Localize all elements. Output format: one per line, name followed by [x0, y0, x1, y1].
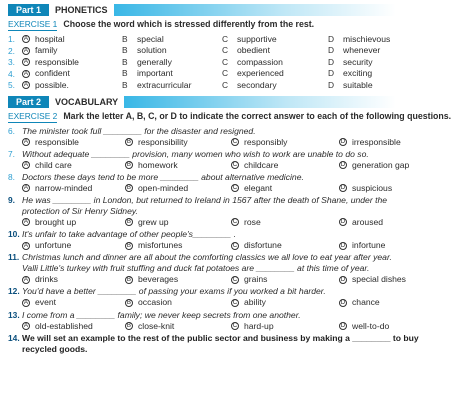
- answer-option-c[interactable]: [231, 217, 339, 228]
- option-text: confident: [35, 68, 70, 79]
- answer-option-d[interactable]: [339, 137, 401, 148]
- question-line: We will set an example to the rest of the public sector and business by making a ________ to buy: [22, 332, 419, 343]
- answer-option-c[interactable]: [231, 183, 339, 194]
- option-letter: A: [23, 184, 29, 192]
- option-text: aroused: [352, 217, 384, 228]
- answer-options: [8, 274, 406, 286]
- question-text: [22, 310, 396, 321]
- answer-option-a[interactable]: [22, 274, 125, 285]
- option-text: unfortune: [35, 240, 72, 251]
- answer-option-c[interactable]: [222, 45, 328, 56]
- answer-option-b[interactable]: [122, 34, 222, 45]
- option-text: suspicious: [352, 183, 393, 194]
- question-line: You'd have a better ________ of passing your exams if you worked a bit harder.: [22, 286, 326, 297]
- phonetics-row: [8, 57, 396, 69]
- option-text: special: [137, 33, 164, 44]
- answer-option-c[interactable]: [222, 34, 328, 45]
- answer-option-a[interactable]: [22, 297, 125, 308]
- option-text: ability: [244, 297, 266, 308]
- answer-option-a[interactable]: [22, 240, 125, 251]
- question-stem: [8, 332, 419, 354]
- option-text: narrow-minded: [35, 183, 93, 194]
- question-number: 10.: [8, 229, 20, 240]
- question-number: 9.: [8, 195, 15, 206]
- question-text: [22, 126, 396, 137]
- answer-option-b[interactable]: [125, 274, 231, 285]
- answer-options: [8, 183, 396, 195]
- answer-option-d[interactable]: [339, 160, 409, 171]
- question-number: 2.: [8, 45, 15, 56]
- exercise1-rows: [8, 34, 396, 92]
- answer-option-d[interactable]: [328, 68, 396, 79]
- option-text: possible.: [35, 79, 69, 90]
- option-letter: D: [340, 298, 346, 306]
- option-text: open-minded: [138, 183, 189, 194]
- question-item: [8, 148, 410, 171]
- answer-option-c[interactable]: [222, 80, 328, 91]
- question-line: recycled goods.: [22, 343, 88, 354]
- answer-option-d[interactable]: [328, 45, 396, 56]
- option-text: mischievous: [343, 33, 391, 44]
- answer-option-d[interactable]: [328, 34, 396, 45]
- option-text: grains: [244, 274, 268, 285]
- question-line: The minister took full ________ for the disaster and resigned.: [22, 125, 256, 136]
- answer-option-c[interactable]: [231, 160, 339, 171]
- question-number: 6.: [8, 125, 15, 136]
- answer-option-a[interactable]: [22, 160, 125, 171]
- question-item: [8, 310, 396, 332]
- option-letter: A: [23, 81, 29, 89]
- option-text: event: [35, 297, 57, 308]
- answer-option-d[interactable]: [339, 183, 396, 194]
- question-number: 7.: [8, 148, 15, 159]
- question-stem: [8, 229, 396, 240]
- option-letter: A: [23, 275, 29, 283]
- option-letter: D: [328, 68, 335, 79]
- option-letter: D: [340, 275, 346, 283]
- exercise2-instruction: Mark the letter A, B, C, or D to indicate the correct answer to each of the following questions.: [63, 111, 451, 121]
- option-letter: B: [122, 68, 128, 79]
- option-letter: D: [328, 45, 335, 56]
- answer-option-a[interactable]: [22, 34, 122, 45]
- answer-option-d[interactable]: [339, 274, 406, 285]
- option-letter: B: [126, 241, 132, 249]
- option-text: solution: [137, 45, 167, 56]
- option-text: experienced: [237, 68, 284, 79]
- option-text: infortune: [352, 240, 386, 251]
- question-item: [8, 229, 396, 251]
- question-line: It's unfair to take advantage of other people's________ .: [22, 229, 236, 240]
- option-text: close-knit: [138, 320, 175, 331]
- answer-option-a[interactable]: [22, 217, 125, 228]
- option-letter: B: [122, 79, 128, 90]
- option-text: child care: [35, 159, 72, 170]
- part1-title: PHONETICS: [55, 5, 108, 15]
- question-stem: [8, 172, 396, 183]
- option-letter: B: [126, 275, 132, 283]
- answer-option-b[interactable]: [125, 137, 231, 148]
- answer-option-d[interactable]: [339, 240, 396, 251]
- question-item: [8, 172, 396, 194]
- option-letter: D: [328, 56, 335, 67]
- part2-title: VOCABULARY: [55, 97, 119, 107]
- answer-option-b[interactable]: [122, 68, 222, 79]
- option-letter: C: [232, 322, 238, 330]
- option-text: special dishes: [352, 274, 406, 285]
- answer-option-c[interactable]: [231, 274, 339, 285]
- question-line: Valli Little's turkey with fruit stuffing and duck fat potatoes are ________ at this time of year.: [22, 263, 370, 274]
- option-text: irresponsible: [352, 136, 401, 147]
- answer-option-a[interactable]: [22, 80, 122, 91]
- phonetics-row: [8, 45, 396, 57]
- part2-header: [8, 96, 396, 108]
- phonetics-row: [8, 34, 396, 46]
- option-letter: A: [23, 69, 29, 77]
- question-line: Without adequate ________ provision, many women who wish to work are unable to do so.: [22, 148, 369, 159]
- answer-options: [8, 320, 396, 332]
- option-text: old-established: [35, 320, 93, 331]
- question-text: [22, 252, 396, 273]
- option-text: brought up: [35, 217, 77, 228]
- question-item: [8, 125, 401, 148]
- option-letter: A: [23, 322, 29, 330]
- question-item: [8, 286, 396, 308]
- question-number: 13.: [8, 309, 20, 320]
- question-item: [8, 332, 419, 354]
- option-letter: B: [126, 218, 132, 226]
- option-text: responsibly: [244, 136, 288, 147]
- option-text: generally: [137, 56, 172, 67]
- option-letter: D: [340, 218, 346, 226]
- question-line: protection of Sir Henry Sidney.: [22, 205, 138, 216]
- answer-option-b[interactable]: [125, 183, 231, 194]
- question-text: [22, 333, 419, 354]
- question-number: 11.: [8, 252, 20, 263]
- exercise2-questions: [8, 125, 419, 355]
- option-letter: C: [222, 33, 229, 44]
- answer-option-b[interactable]: [125, 217, 231, 228]
- answer-option-c[interactable]: [231, 297, 339, 308]
- question-line: Doctors these days tend to be more ________ about alternative medicine.: [22, 171, 304, 182]
- answer-option-b[interactable]: [125, 240, 231, 251]
- option-letter: A: [23, 218, 29, 226]
- question-text: [22, 149, 396, 160]
- answer-options: [8, 159, 410, 171]
- option-text: compassion: [237, 56, 283, 67]
- option-letter: C: [232, 275, 238, 283]
- option-letter: B: [126, 322, 132, 330]
- option-letter: D: [328, 33, 335, 44]
- answer-option-c[interactable]: [222, 57, 328, 68]
- option-text: extracurricular: [137, 79, 192, 90]
- option-text: family: [35, 45, 58, 56]
- option-text: occasion: [138, 297, 172, 308]
- option-text: hospital: [35, 33, 65, 44]
- question-number: 12.: [8, 286, 20, 297]
- option-letter: D: [340, 241, 346, 249]
- option-text: security: [343, 56, 373, 67]
- part1-header: [8, 4, 396, 16]
- exercise1-header: [8, 19, 396, 31]
- option-letter: C: [222, 45, 229, 56]
- option-text: disfortune: [244, 240, 282, 251]
- question-text: [22, 195, 396, 216]
- option-letter: B: [122, 45, 128, 56]
- question-line: He was ________ in London, but returned to Ireland in 1567 after the death of Shane, under the: [22, 195, 388, 206]
- option-letter: A: [23, 58, 29, 66]
- option-letter: D: [340, 322, 346, 330]
- question-text: [22, 172, 396, 183]
- part2-label: Part 2: [8, 96, 49, 108]
- option-letter: C: [222, 79, 229, 90]
- answer-option-d[interactable]: [339, 321, 396, 332]
- option-letter: D: [340, 161, 346, 169]
- option-letter: A: [23, 46, 29, 54]
- option-text: exciting: [343, 68, 373, 79]
- option-text: misfortunes: [138, 240, 183, 251]
- option-text: elegant: [244, 183, 273, 194]
- option-letter: B: [126, 137, 132, 145]
- option-text: generation gap: [352, 159, 410, 170]
- answer-option-d[interactable]: [328, 80, 396, 91]
- exercise2-header: [8, 111, 451, 123]
- option-letter: C: [232, 184, 238, 192]
- option-text: responsible: [35, 136, 79, 147]
- answer-option-b[interactable]: [122, 45, 222, 56]
- option-letter: A: [23, 298, 29, 306]
- answer-option-b[interactable]: [125, 160, 231, 171]
- question-stem: [8, 149, 396, 160]
- answer-options: [8, 240, 396, 252]
- option-text: responsible: [35, 56, 79, 67]
- option-letter: B: [126, 184, 132, 192]
- answer-options: [8, 297, 396, 309]
- option-letter: C: [222, 56, 229, 67]
- option-letter: B: [122, 56, 128, 67]
- answer-option-a[interactable]: [22, 183, 125, 194]
- question-number: 4.: [8, 68, 15, 79]
- answer-option-a[interactable]: [22, 57, 122, 68]
- answer-options: [8, 217, 396, 229]
- option-letter: C: [232, 137, 238, 145]
- question-stem: [8, 126, 396, 137]
- option-text: secondary: [237, 79, 277, 90]
- part2-rule: [124, 96, 396, 108]
- option-text: grew up: [138, 217, 169, 228]
- option-text: suitable: [343, 79, 373, 90]
- question-number: 8.: [8, 171, 15, 182]
- answer-option-b[interactable]: [122, 57, 222, 68]
- option-letter: C: [232, 241, 238, 249]
- option-text: hard-up: [244, 320, 274, 331]
- question-item: [8, 195, 396, 228]
- option-text: obedient: [237, 45, 270, 56]
- part1-label: Part 1: [8, 4, 49, 16]
- question-stem: [8, 310, 396, 321]
- answer-option-c[interactable]: [231, 321, 339, 332]
- option-letter: C: [222, 68, 229, 79]
- answer-option-a[interactable]: [22, 137, 125, 148]
- answer-option-d[interactable]: [328, 57, 396, 68]
- answer-option-b[interactable]: [122, 80, 222, 91]
- answer-option-c[interactable]: [231, 137, 339, 148]
- question-line: Christmas lunch and dinner are all about the comforting classics we all love to eat year after year.: [22, 252, 392, 263]
- question-item: [8, 252, 406, 285]
- option-letter: B: [122, 33, 128, 44]
- exercise2-label: EXERCISE 2: [8, 111, 58, 121]
- option-text: supportive: [237, 33, 277, 44]
- answer-option-b[interactable]: [125, 321, 231, 332]
- option-text: rose: [244, 217, 261, 228]
- phonetics-row: [8, 68, 396, 80]
- option-letter: B: [126, 161, 132, 169]
- question-stem: [8, 286, 396, 297]
- worksheet-page: [0, 4, 451, 404]
- question-text: [22, 286, 396, 297]
- answer-option-b[interactable]: [125, 297, 231, 308]
- question-stem: [8, 195, 396, 216]
- exercise1-label: EXERCISE 1: [8, 19, 58, 29]
- answer-option-d[interactable]: [339, 297, 396, 308]
- option-letter: C: [232, 218, 238, 226]
- option-letter: A: [23, 241, 29, 249]
- option-text: well-to-do: [352, 320, 390, 331]
- question-number: 5.: [8, 80, 15, 90]
- option-letter: D: [340, 137, 346, 145]
- question-number: 14.: [8, 332, 20, 343]
- option-letter: A: [23, 161, 29, 169]
- option-letter: D: [328, 79, 335, 90]
- answer-option-a[interactable]: [22, 45, 122, 56]
- option-text: important: [137, 68, 173, 79]
- option-letter: D: [340, 184, 346, 192]
- option-letter: A: [23, 137, 29, 145]
- option-text: childcare: [244, 159, 279, 170]
- question-number: 3.: [8, 57, 15, 67]
- option-letter: A: [23, 35, 29, 43]
- answer-option-d[interactable]: [339, 217, 396, 228]
- option-text: homework: [138, 159, 178, 170]
- option-text: beverages: [138, 274, 179, 285]
- answer-option-c[interactable]: [222, 68, 328, 79]
- answer-option-c[interactable]: [231, 240, 339, 251]
- question-line: I come from a ________ family; we never keep secrets from one another.: [22, 309, 301, 320]
- option-letter: B: [126, 298, 132, 306]
- part1-rule: [114, 4, 396, 16]
- option-letter: C: [232, 298, 238, 306]
- option-text: responsibility: [138, 136, 188, 147]
- answer-options: [8, 136, 401, 148]
- option-text: drinks: [35, 274, 58, 285]
- phonetics-row: [8, 80, 396, 92]
- question-number: 1.: [8, 34, 15, 44]
- option-letter: C: [232, 161, 238, 169]
- option-text: chance: [352, 297, 380, 308]
- exercise1-instruction: Choose the word which is stressed differently from the rest.: [63, 19, 315, 29]
- option-text: whenever: [343, 45, 381, 56]
- question-stem: [8, 252, 396, 273]
- question-text: [22, 229, 396, 240]
- answer-option-a[interactable]: [22, 321, 125, 332]
- answer-option-a[interactable]: [22, 68, 122, 79]
